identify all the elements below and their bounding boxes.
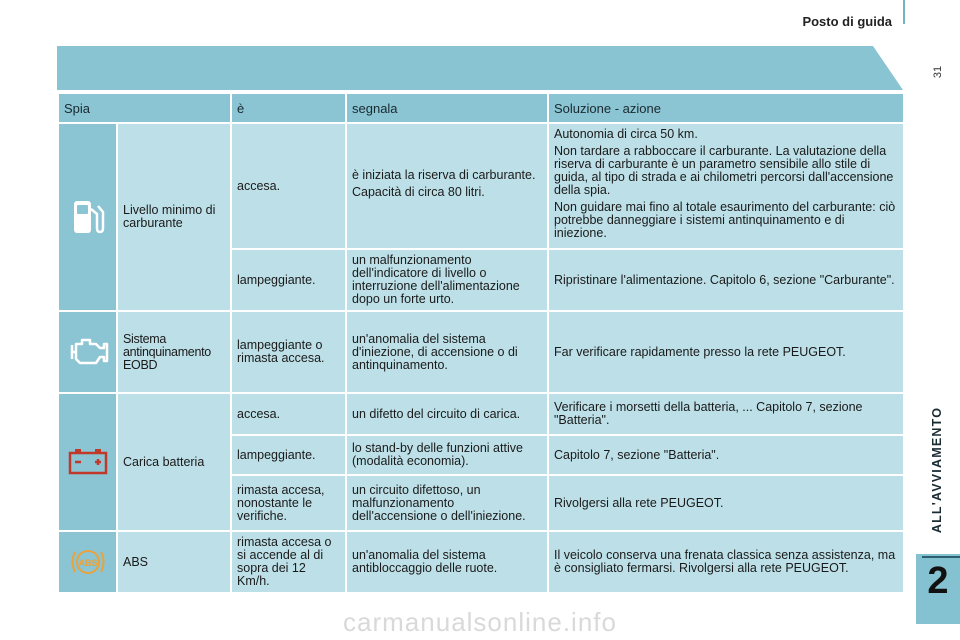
col-header-spia: Spia	[58, 93, 231, 123]
col-header-soluzione: Soluzione - azione	[548, 93, 904, 123]
col-header-segnala: segnala	[346, 93, 548, 123]
fuel-state-1: accesa.	[231, 123, 346, 249]
fuel-signal-1	[346, 123, 548, 249]
abs-solution: Il veicolo conserva una frenata classica senza assistenza, ma è consigliato fermarsi. Rivolgersi alla rete PEUGEOT.	[548, 531, 904, 593]
fuel-light-name: Livello minimo di carburante	[117, 123, 231, 311]
header-divider	[903, 0, 905, 24]
eobd-signal: un'anomalia del sistema d'iniezione, di accensione o di antinquinamento.	[346, 311, 548, 393]
chapter-label: ALL'AVVIAMENTO	[930, 406, 944, 534]
eobd-icon-cell	[58, 311, 117, 393]
battery-signal-3: un circuito difettoso, un malfunzionamento dell'accensione o dell'iniezione.	[346, 475, 548, 531]
page-header-title: Posto di guida	[802, 14, 892, 29]
engine-icon	[66, 335, 110, 369]
table-row	[58, 311, 904, 393]
battery-state-1: accesa.	[231, 393, 346, 435]
battery-icon-cell	[58, 393, 117, 531]
eobd-light-name: Sistema antinquinamento EOBD	[117, 311, 231, 393]
eobd-state: lampeggiante o rimasta accesa.	[231, 311, 346, 393]
warning-lights-table	[57, 92, 905, 594]
abs-icon	[68, 545, 108, 579]
battery-solution-2: Capitolo 7, sezione "Batteria".	[548, 435, 904, 475]
fuel-state-2: lampeggiante.	[231, 249, 346, 311]
battery-state-2: lampeggiante.	[231, 435, 346, 475]
svg-text:ABS: ABS	[77, 558, 98, 568]
page-number: 31	[932, 65, 945, 79]
table-row	[58, 393, 904, 435]
fuel-icon-cell	[58, 123, 117, 311]
fuel-solution-1-a: Autonomia di circa 50 km.	[554, 127, 698, 141]
abs-state: rimasta accesa o si accende al di sopra dei 12 Km/h.	[231, 531, 346, 593]
battery-signal-1: un difetto del circuito di carica.	[346, 393, 548, 435]
fuel-signal-2: un malfunzionamento dell'indicatore di livello o interruzione dell'alimentazione dopo un forte urto.	[346, 249, 548, 311]
fuel-signal-1-a: è iniziata la riserva di carburante.	[352, 168, 536, 182]
chapter-divider	[922, 556, 960, 558]
fuel-solution-1	[548, 123, 904, 249]
table-header-row	[58, 93, 904, 123]
fuel-solution-2: Ripristinare l'alimentazione. Capitolo 6, sezione "Carburante".	[548, 249, 904, 311]
table-row	[58, 531, 904, 593]
battery-solution-1: Verificare i morsetti della batteria, ... Capitolo 7, sezione "Batteria".	[548, 393, 904, 435]
fuel-solution-1-c: Non guidare mai fino al totale esaurimento del carburante: ciò potrebbe danneggiare i sistemi antinquinamento e di iniezione.	[554, 200, 896, 240]
battery-light-name: Carica batteria	[117, 393, 231, 531]
battery-signal-2: lo stand-by delle funzioni attive (modalità economia).	[346, 435, 548, 475]
abs-icon-cell	[58, 531, 117, 593]
abs-light-name: ABS	[117, 531, 231, 593]
chapter-number: 2	[927, 560, 949, 602]
fuel-solution-1-b: Non tardare a rabboccare il carburante. La valutazione della riserva di carburante è un parametro sensibile allo stile di guida, al tipo di strada e ai chilometri percorsi dall'accensione della spia.	[554, 144, 894, 197]
battery-solution-3: Rivolgersi alla rete PEUGEOT.	[548, 475, 904, 531]
col-header-e: è	[231, 93, 346, 123]
abs-signal: un'anomalia del sistema antibloccaggio delle ruote.	[346, 531, 548, 593]
table-row	[58, 123, 904, 249]
battery-state-3: rimasta accesa, nonostante le verifiche.	[231, 475, 346, 531]
eobd-solution: Far verificare rapidamente presso la rete PEUGEOT.	[548, 311, 904, 393]
section-banner	[57, 46, 903, 90]
fuel-pump-icon	[71, 197, 105, 237]
watermark: carmanualsonline.info	[343, 607, 617, 637]
fuel-signal-1-b: Capacità di circa 80 litri.	[352, 185, 485, 199]
battery-icon	[66, 447, 110, 477]
